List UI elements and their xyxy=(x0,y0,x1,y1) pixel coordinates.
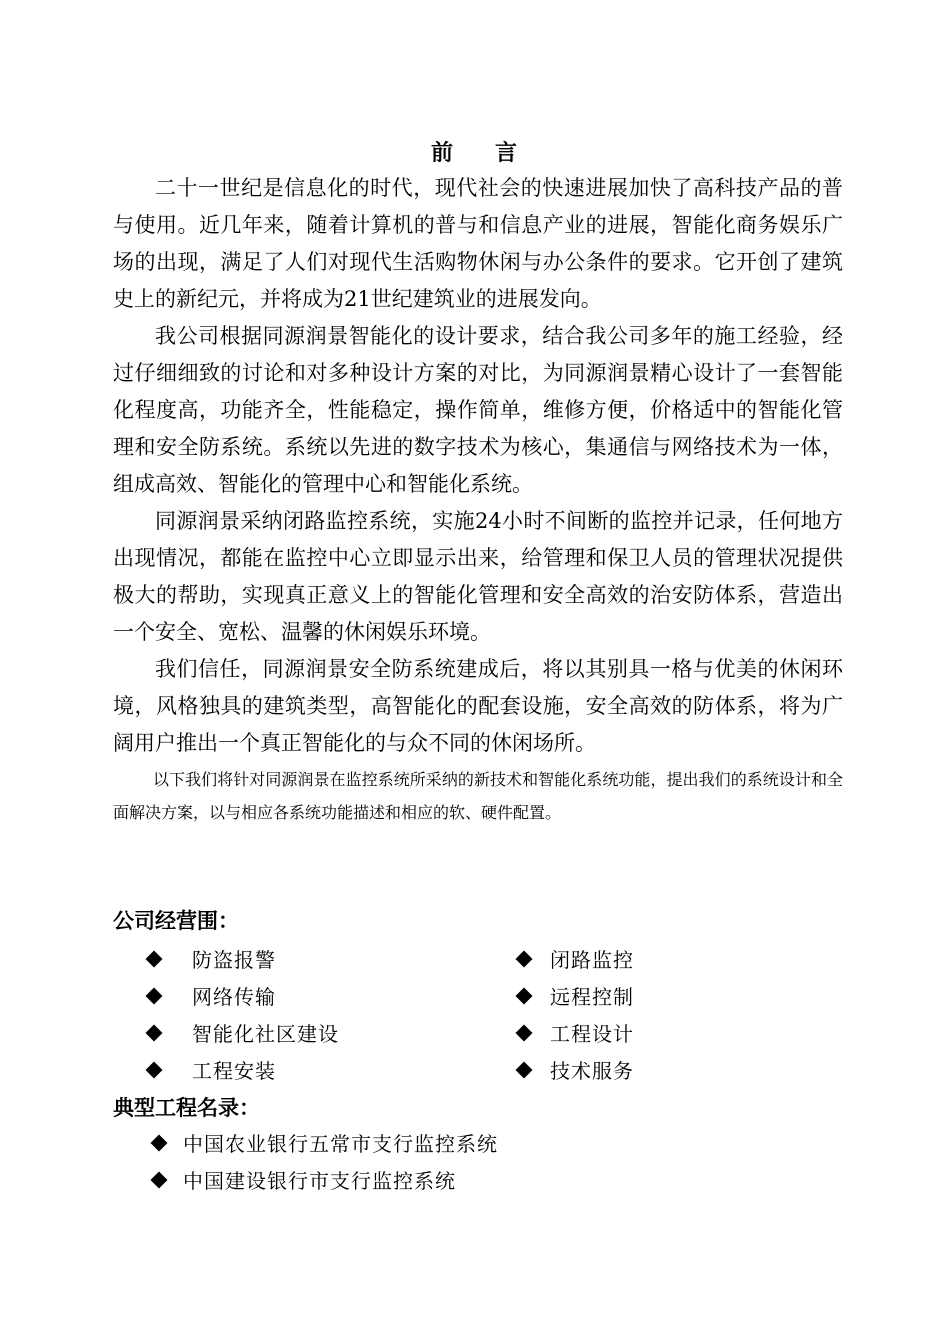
scope-list xyxy=(145,940,765,1088)
diamond-bullet-icon xyxy=(146,1024,163,1041)
paragraph-5: 以下我们将针对同源润景在监控系统所采纳的新技术和智能化系统功能，提出我们的系统设计和全面解决方案，以与相应各系统功能描述和相应的软、硬件配置。 xyxy=(113,770,843,822)
title-char-2: 言 xyxy=(495,140,520,166)
scope-item xyxy=(515,940,765,977)
scope-item-label: 远程控制 xyxy=(550,985,634,1009)
scope-item-label: 防盗报警 xyxy=(192,948,276,972)
projects-heading: 典型工程名录： xyxy=(113,1095,260,1120)
scope-item-label: 工程安装 xyxy=(192,1059,276,1083)
scope-item-label: 智能化社区建设 xyxy=(192,1022,339,1046)
paragraph-1: 二十一世纪是信息化的时代，现代社会的快速进展加快了高科技产品的普与使用。近几年来，随着计算机的普与和信息产业的进展，智能化商务娱乐广场的出现，满足了人们对现代生活购物休闲与办公条件的要求。它开创了建筑史上的新纪元，并将成为21世纪建筑业的进展发向。 xyxy=(113,176,843,311)
scope-item xyxy=(515,977,765,1014)
scope-heading: 公司经营围： xyxy=(113,908,239,933)
diamond-bullet-icon xyxy=(151,1134,168,1151)
diamond-bullet-icon xyxy=(516,987,533,1004)
project-list xyxy=(150,1124,498,1198)
paragraph-3: 同源润景采纳闭路监控系统，实施24小时不间断的监控并记录，任何地方出现情况，都能在监控中心立即显示出来，给管理和保卫人员的管理状况提供极大的帮助，实现真正意义上的智能化管理和安全高效的治安防体系，营造出一个安全、宽松、温馨的休闲娱乐环境。 xyxy=(113,509,843,644)
scope-item-label: 工程设计 xyxy=(550,1022,634,1046)
diamond-bullet-icon xyxy=(516,950,533,967)
scope-item xyxy=(515,1014,765,1051)
scope-item-label: 网络传输 xyxy=(192,985,276,1009)
diamond-bullet-icon xyxy=(146,987,163,1004)
scope-item xyxy=(145,977,515,1014)
diamond-bullet-icon xyxy=(516,1024,533,1041)
diamond-bullet-icon xyxy=(516,1061,533,1078)
diamond-bullet-icon xyxy=(146,950,163,967)
project-item-label: 中国农业银行五常市支行监控系统 xyxy=(183,1132,498,1156)
scope-item xyxy=(145,1014,515,1051)
scope-item xyxy=(145,940,515,977)
paragraph-2: 我公司根据同源润景智能化的设计要求，结合我公司多年的施工经验，经过仔细细致的讨论和对多种设计方案的对比，为同源润景精心设计了一套智能化程度高，功能齐全，性能稳定，操作简单，维修方便，价格适中的智能化管理和安全防系统。系统以先进的数字技术为核心，集通信与网络技术为一体，组成高效、智能化的管理中心和智能化系统。 xyxy=(113,324,843,496)
paragraph-4: 我们信任，同源润景安全防系统建成后，将以其别具一格与优美的休闲环境，风格独具的建筑类型，高智能化的配套设施，安全高效的防体系，将为广阔用户推出一个真正智能化的与众不同的休闲场所。 xyxy=(113,657,843,755)
diamond-bullet-icon xyxy=(146,1061,163,1078)
scope-item xyxy=(145,1051,515,1088)
scope-item-label: 闭路监控 xyxy=(550,948,634,972)
project-item xyxy=(150,1161,498,1198)
title-char-1: 前 xyxy=(430,140,455,166)
scope-item-label: 技术服务 xyxy=(550,1059,634,1083)
project-item-label: 中国建设银行市支行监控系统 xyxy=(183,1169,456,1193)
scope-item xyxy=(515,1051,765,1088)
project-item xyxy=(150,1124,498,1161)
diamond-bullet-icon xyxy=(151,1171,168,1188)
page-title xyxy=(0,136,950,167)
